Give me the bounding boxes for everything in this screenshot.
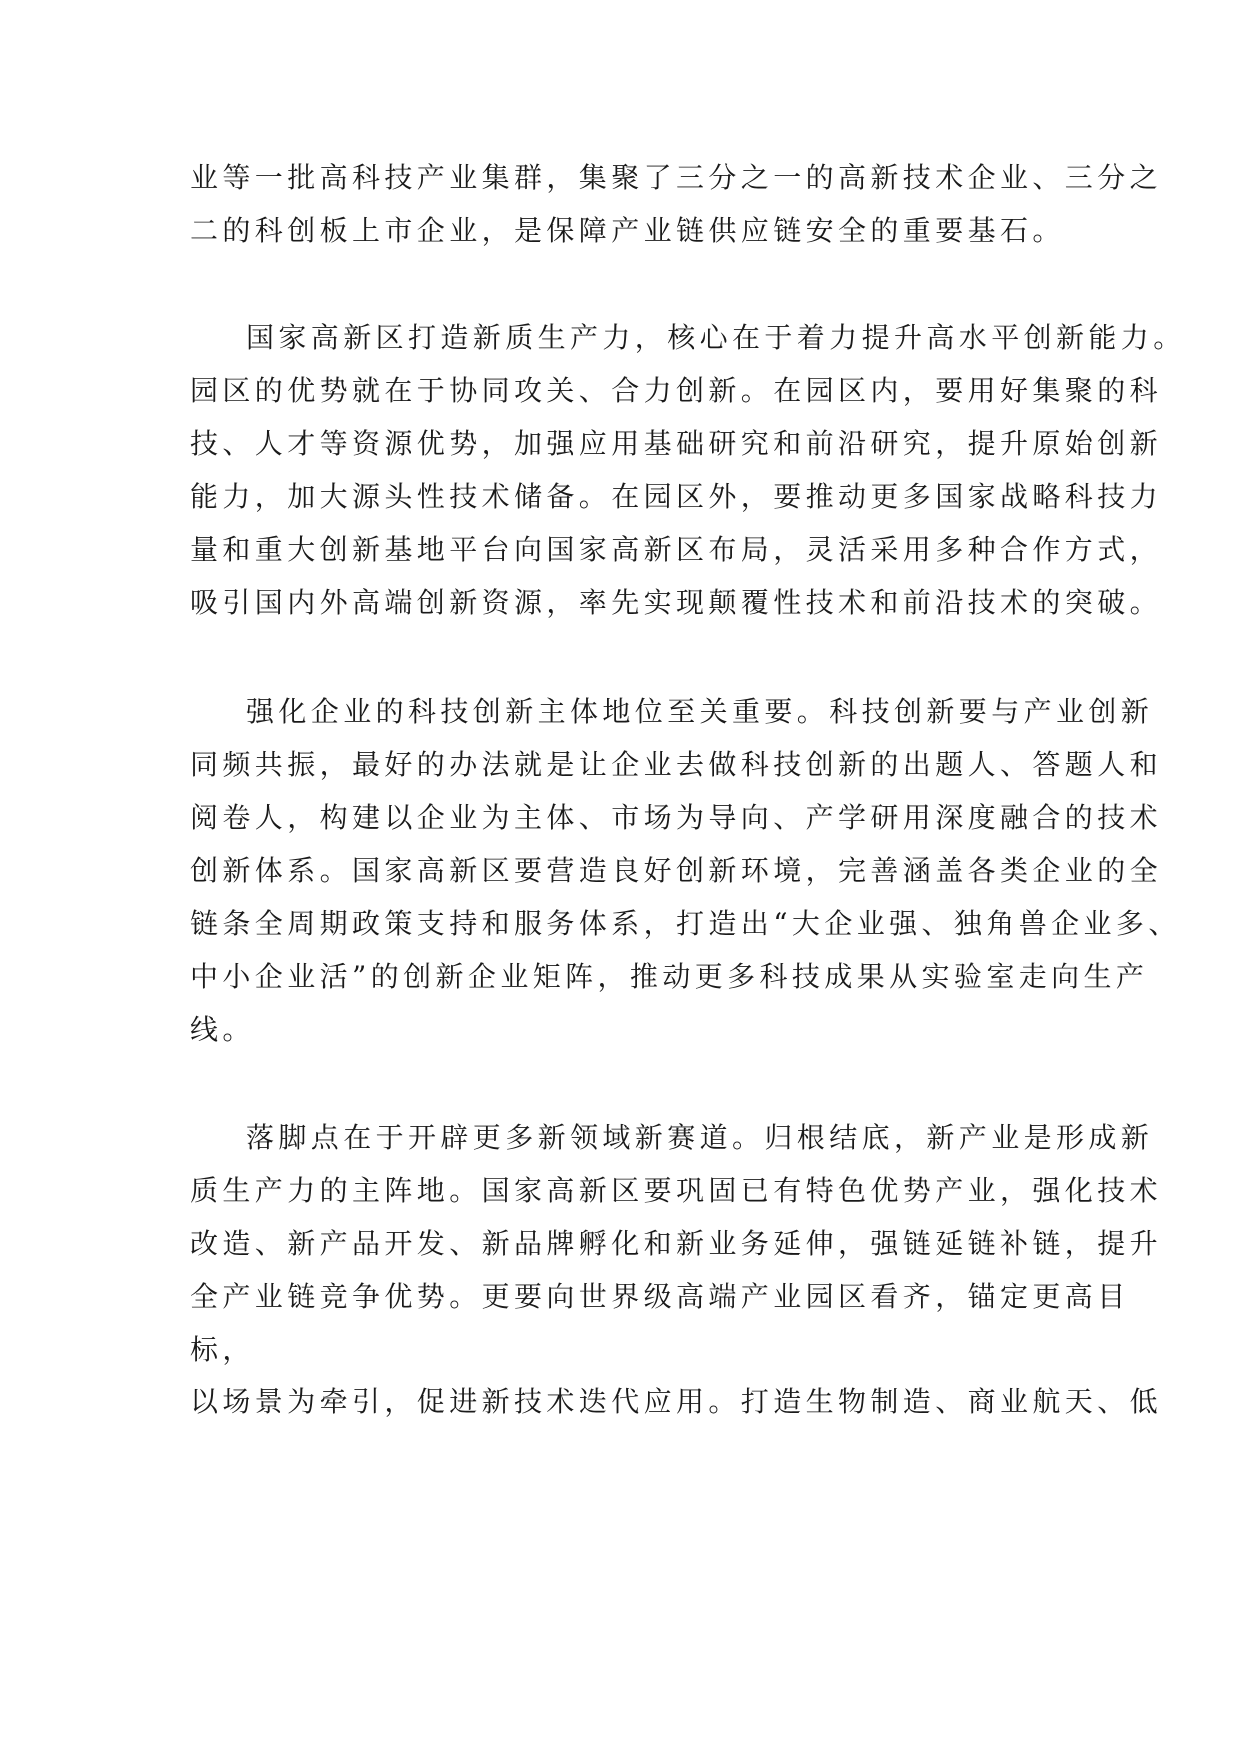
- paragraph-3-line-2: 同频共振，最好的办法就是让企业去做科技创新的出题人、答题人和: [190, 748, 1163, 781]
- paragraph-3-line-7: 线。: [190, 1013, 255, 1046]
- paragraph-2-line-3: 技、人才等资源优势，加强应用基础研究和前沿研究，提升原始创新: [190, 427, 1163, 460]
- paragraph-2-line-1: 国家高新区打造新质生产力，核心在于着力提升高水平创新能力。: [246, 321, 1186, 354]
- paragraph-3-line-5: 链条全周期政策支持和服务体系，打造出“大企业强、独角兽企业多、: [190, 907, 1181, 940]
- paragraph-4-line-1: 落脚点在于开辟更多新领域新赛道。归根结底，新产业是形成新: [246, 1121, 1154, 1154]
- paragraph-1-line-1: 业等一批高科技产业集群，集聚了三分之一的高新技术企业、三分之: [190, 161, 1163, 194]
- paragraph-2-line-5: 量和重大创新基地平台向国家高新区布局，灵活采用多种合作方式，: [190, 533, 1163, 566]
- paragraph-2-line-6: 吸引国内外高端创新资源，率先实现颠覆性技术和前沿技术的突破。: [190, 586, 1163, 619]
- paragraph-3-line-4: 创新体系。国家高新区要营造良好创新环境，完善涵盖各类企业的全: [190, 854, 1163, 887]
- paragraph-4-line-4: 全产业链竞争优势。更要向世界级高端产业园区看齐，锚定更高目: [190, 1280, 1130, 1313]
- paragraph-3-line-1: 强化企业的科技创新主体地位至关重要。科技创新要与产业创新: [246, 695, 1154, 728]
- paragraph-4-line-2: 质生产力的主阵地。国家高新区要巩固已有特色优势产业，强化技术: [190, 1174, 1163, 1207]
- paragraph-4-line-3: 改造、新产品开发、新品牌孵化和新业务延伸，强链延链补链，提升: [190, 1227, 1163, 1260]
- paragraph-4-line-6: 以场景为牵引，促进新技术迭代应用。打造生物制造、商业航天、低: [190, 1385, 1163, 1418]
- paragraph-3-line-6: 中小企业活”的创新企业矩阵，推动更多科技成果从实验室走向生产: [190, 960, 1149, 993]
- paragraph-1-line-2: 二的科创板上市企业，是保障产业链供应链安全的重要基石。: [190, 214, 1065, 247]
- paragraph-4-line-5: 标，: [190, 1333, 255, 1366]
- paragraph-2-line-2: 园区的优势就在于协同攻关、合力创新。在园区内，要用好集聚的科: [190, 374, 1163, 407]
- paragraph-3-line-3: 阅卷人，构建以企业为主体、市场为导向、产学研用深度融合的技术: [190, 801, 1163, 834]
- paragraph-2-line-4: 能力，加大源头性技术储备。在园区外，要推动更多国家战略科技力: [190, 480, 1163, 513]
